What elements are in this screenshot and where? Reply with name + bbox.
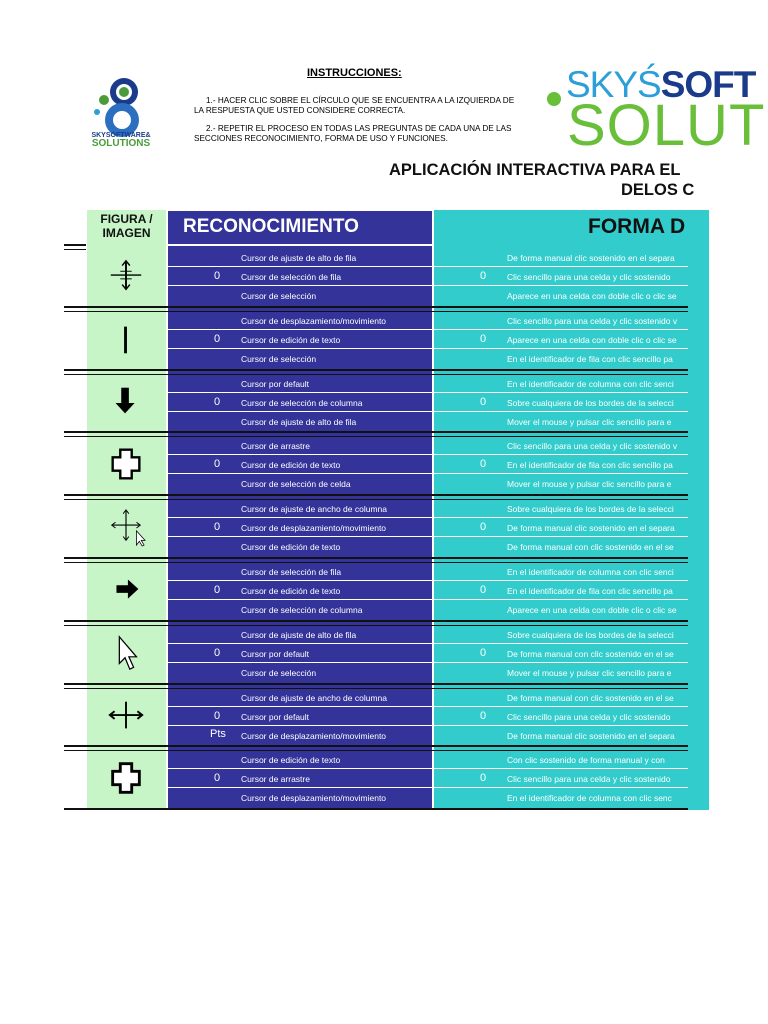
logo-text-line1: SKYSOFTWARE& <box>91 132 151 139</box>
usage-option[interactable]: En el identificador de columna con clic senc <box>507 793 672 804</box>
recognition-option[interactable]: Cursor de arrastre <box>241 774 310 785</box>
cell-divider <box>434 392 688 393</box>
cell-divider <box>434 454 688 455</box>
usage-option[interactable]: De forma manual clic sostenido en el separa <box>507 253 675 263</box>
row-separator <box>64 369 688 375</box>
row-separator <box>64 494 688 500</box>
recognition-option[interactable]: Cursor de edición de texto <box>241 460 341 471</box>
cell-divider <box>168 454 432 455</box>
recognition-option[interactable]: Cursor por default <box>241 648 310 659</box>
instruction-step-2 <box>194 124 524 144</box>
cell-divider <box>168 348 432 349</box>
brand-logo-bottom: SOLUT <box>567 93 766 158</box>
recognition-option[interactable]: Cursor de edición de texto <box>241 755 341 766</box>
figura-header-line1: FIGURA / <box>100 212 153 226</box>
cell-divider <box>168 473 432 474</box>
usage-option[interactable]: Aparece en una celda con doble clic o clic se <box>507 334 677 345</box>
row-separator <box>64 620 688 626</box>
recognition-score: 0 <box>214 646 221 659</box>
cell-divider <box>168 536 432 537</box>
skysoftware-logo-text <box>80 132 162 148</box>
usage-score: 0 <box>480 584 487 596</box>
usage-score: 0 <box>480 646 487 659</box>
recognition-option[interactable]: Cursor de ajuste de alto de fila <box>241 629 357 640</box>
cell-divider <box>168 787 432 788</box>
usage-option[interactable]: Mover el mouse y pulsar clic sencillo para e <box>507 667 672 678</box>
row-separator <box>64 431 688 437</box>
recognition-score: 0 <box>214 521 221 534</box>
recognition-option[interactable]: Cursor de edición de texto <box>241 542 341 553</box>
usage-score: 0 <box>480 332 487 345</box>
cell-divider <box>434 787 688 788</box>
row-separator <box>64 306 688 312</box>
recognition-option[interactable]: Cursor de selección de celda <box>241 479 351 490</box>
cell-divider <box>434 517 688 518</box>
recognition-score: 0 <box>214 395 221 408</box>
recognition-score: 0 <box>214 332 221 345</box>
recognition-score: 0 <box>214 584 221 596</box>
recognition-option[interactable]: Cursor de selección de fila <box>241 272 342 282</box>
recognition-option[interactable]: Cursor de desplazamiento/movimiento <box>241 793 387 804</box>
usage-option[interactable]: Clic sencillo para una celda y clic sostenido <box>507 711 671 722</box>
usage-score: 0 <box>480 521 487 534</box>
cell-divider <box>168 662 432 663</box>
cell-divider <box>434 580 688 581</box>
usage-score: 0 <box>480 395 487 408</box>
right-arrow-cursor-icon <box>104 570 148 610</box>
cell-divider <box>434 348 688 349</box>
recognition-option[interactable]: Cursor por default <box>241 711 310 722</box>
page-title: APLICACIÓN INTERACTIVA PARA EL <box>389 161 681 179</box>
down-arrow-cursor-icon <box>104 382 148 422</box>
cell-divider <box>434 725 688 726</box>
brand-part1: SKYŚ <box>566 64 661 105</box>
cell-divider <box>434 266 688 267</box>
cell-divider <box>168 329 432 330</box>
usage-option[interactable]: Aparece en una celda con doble clic o clic se <box>507 605 677 615</box>
cell-divider <box>168 706 432 707</box>
usage-option[interactable]: Mover el mouse y pulsar clic sencillo para e <box>507 416 672 427</box>
table-bottom-border <box>64 808 688 810</box>
cell-divider <box>434 411 688 412</box>
recognition-option[interactable]: Cursor de ajuste de alto de fila <box>241 253 357 263</box>
cell-divider <box>168 580 432 581</box>
usage-score: 0 <box>480 709 487 722</box>
cell-divider <box>168 643 432 644</box>
recognition-option[interactable]: Cursor de selección <box>241 667 317 678</box>
usage-option[interactable]: De forma manual con clic sostenido en el se <box>507 648 674 659</box>
usage-option[interactable]: Clic sencillo para una celda y clic sostenido v <box>507 441 678 452</box>
recognition-option[interactable]: Cursor de selección de fila <box>241 567 342 577</box>
instruction-step-1-line1: 1.- HACER CLIC SOBRE EL CÍRCULO QUE SE ENCUENTRA A LA IZQUIERDA DE <box>206 96 515 105</box>
cell-divider <box>168 517 432 518</box>
instruction-step-2-line2: SECCIONES RECONOCIMIENTO, FORMA DE USO Y FUNCIONES. <box>194 134 448 143</box>
usage-option[interactable]: Sobre cualquiera de los bordes de la selecci <box>507 629 674 640</box>
recognition-option[interactable]: Cursor de arrastre <box>241 441 310 452</box>
pointer-arrow-cursor-icon <box>104 633 148 673</box>
cell-divider <box>168 768 432 769</box>
usage-score: 0 <box>480 458 487 471</box>
recognition-option[interactable]: Cursor de edición de texto <box>241 334 341 345</box>
figura-header-line2: IMAGEN <box>102 226 151 240</box>
usage-option[interactable]: Sobre cualquiera de los bordes de la selecci <box>507 397 674 408</box>
cell-divider <box>434 329 688 330</box>
recognition-option[interactable]: Cursor de edición de texto <box>241 586 341 596</box>
cell-divider <box>168 392 432 393</box>
brand-part2: SOFT <box>660 64 756 105</box>
recognition-option[interactable]: Cursor de desplazamiento/movimiento <box>241 523 387 534</box>
points-label: Pts <box>210 727 226 740</box>
recognition-option[interactable]: Cursor de selección <box>241 291 317 301</box>
cell-divider <box>168 599 432 600</box>
cell-divider <box>168 266 432 267</box>
cell-divider <box>168 285 432 286</box>
row-separator <box>64 244 86 250</box>
usage-option[interactable]: Mover el mouse y pulsar clic sencillo para e <box>507 479 672 490</box>
reconocimiento-header <box>168 211 432 244</box>
cell-divider <box>434 285 688 286</box>
recognition-option[interactable]: Cursor de ajuste de ancho de columna <box>241 692 388 703</box>
cell-divider <box>168 411 432 412</box>
text-ibeam-cursor-icon <box>104 319 148 359</box>
instructions-title: INSTRUCCIONES: <box>307 67 402 79</box>
usage-option[interactable]: Clic sencillo para una celda y clic sostenido v <box>507 315 678 326</box>
cell-divider <box>434 768 688 769</box>
reconocimiento-header-label: RECONOCIMIENTO <box>183 216 359 237</box>
brand-dot-icon <box>547 92 561 106</box>
recognition-score: 0 <box>214 458 221 471</box>
instruction-step-1-line2: LA RESPUESTA QUE USTED CONSIDERE CORRECTA. <box>194 106 406 115</box>
cell-divider <box>434 643 688 644</box>
recognition-option[interactable]: Cursor de ajuste de ancho de columna <box>241 504 388 515</box>
usage-option[interactable]: De forma manual con clic sostenido en el se <box>507 692 674 703</box>
usage-option[interactable]: Con clic sostenido de forma manual y con <box>507 755 665 766</box>
usage-option[interactable]: De forma manual clic sostenido en el separa <box>507 523 675 534</box>
instruction-step-1 <box>194 96 524 116</box>
usage-score: 0 <box>480 772 487 785</box>
cell-divider <box>434 473 688 474</box>
usage-option[interactable]: En el identificador de fila con clic sencillo pa <box>507 586 673 596</box>
column-resize-cursor-icon <box>104 696 148 736</box>
cell-divider <box>434 536 688 537</box>
recognition-option[interactable]: Cursor de selección <box>241 353 317 364</box>
recognition-score: 0 <box>214 709 221 722</box>
logo-text-line2: SOLUTIONS <box>91 138 151 149</box>
recognition-option[interactable]: Cursor de desplazamiento/movimiento <box>241 315 387 326</box>
usage-score: 0 <box>480 270 487 282</box>
recognition-option[interactable]: Cursor de desplazamiento/movimiento <box>241 730 387 741</box>
recognition-option[interactable]: Cursor de selección de columna <box>241 397 363 408</box>
usage-option[interactable]: Clic sencillo para una celda y clic sostenido <box>507 774 671 785</box>
usage-option[interactable]: Aparece en una celda con doble clic o clic se <box>507 291 677 301</box>
recognition-option[interactable]: Cursor por default <box>241 378 310 389</box>
usage-option[interactable]: De forma manual con clic sostenido en el se <box>507 542 674 553</box>
instruction-step-2-line1: 2.- REPETIR EL PROCESO EN TODAS LAS PREGUNTAS DE CADA UNA DE LAS <box>206 124 512 133</box>
usage-option[interactable]: En el identificador de fila con clic sencillo pa <box>507 353 673 364</box>
usage-option[interactable]: En el identificador de columna con clic senci <box>507 567 674 577</box>
usage-option[interactable]: En el identificador de fila con clic sencillo pa <box>507 460 673 471</box>
usage-option[interactable]: Clic sencillo para una celda y clic sostenido <box>507 272 671 282</box>
drag-fill-cross-icon <box>104 758 148 798</box>
row-separator <box>64 683 688 689</box>
recognition-score: 0 <box>214 772 221 785</box>
figura-header <box>87 212 166 240</box>
usage-option[interactable]: En el identificador de columna con clic senci <box>507 378 674 389</box>
row-separator <box>64 745 688 751</box>
usage-option[interactable]: Sobre cualquiera de los bordes de la selecci <box>507 504 674 515</box>
cell-divider <box>434 706 688 707</box>
recognition-option[interactable]: Cursor de ajuste de alto de fila <box>241 416 357 427</box>
row-resize-cursor-icon <box>104 256 148 296</box>
cell-select-cross-icon <box>104 444 148 484</box>
move-cursor-icon <box>104 507 148 547</box>
recognition-score: 0 <box>214 270 221 282</box>
forma-header-label: FORMA D <box>588 215 686 238</box>
page-title-line2: DELOS C <box>621 181 695 199</box>
row-separator <box>64 557 688 563</box>
cell-divider <box>168 725 432 726</box>
usage-option[interactable]: De forma manual clic sostenido en el separa <box>507 730 675 741</box>
cell-divider <box>434 662 688 663</box>
cell-divider <box>434 599 688 600</box>
forma-header <box>434 210 709 246</box>
recognition-option[interactable]: Cursor de selección de columna <box>241 605 363 615</box>
